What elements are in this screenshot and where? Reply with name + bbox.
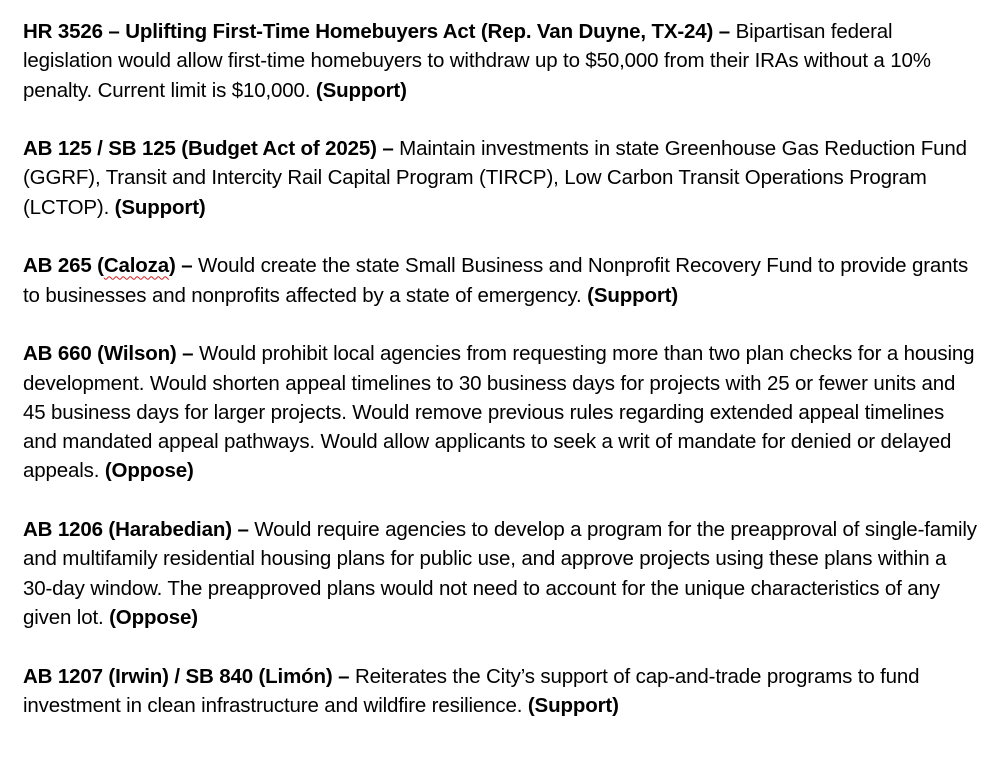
bill-heading-text: ) – [169, 254, 193, 278]
bill-heading-text: AB 125 / SB 125 (Budget Act of 2025) – [23, 137, 394, 161]
bill-entry [23, 515, 980, 632]
bill-heading [23, 20, 730, 43]
bill-heading [23, 254, 193, 277]
bill-entry [23, 17, 980, 105]
bill-entry [23, 134, 980, 222]
bill-heading [23, 342, 193, 365]
position-label: (Support) [315, 78, 407, 102]
bill-description: Bipartisan federal legislation would allow first-time homebuyers to withdraw up to $50,000 from their IRAs without a 10% penalty. Current limit is $10,000. [23, 20, 931, 102]
bill-heading [23, 665, 349, 688]
position-label: (Support) [527, 693, 619, 717]
bill-description: Would require agencies to develop a program for the preapproval of single-family and multifamily residential housing plans for public use, and approve projects using these plans within a 30-day window. The preapproved plans would not need to account for the unique characteristics of any given lot. [23, 518, 977, 629]
bill-heading-text: AB 1207 (Irwin) / SB 840 (Limón) – [23, 664, 350, 688]
position-label: (Support) [587, 283, 679, 307]
position-label: (Oppose) [104, 459, 194, 483]
bill-entry [23, 662, 980, 721]
position-label: (Oppose) [109, 605, 198, 629]
bill-entry [23, 339, 980, 485]
bill-description: Would prohibit local agencies from requesting more than two plan checks for a housing development. Would shorten appeal timelines to 30 business days for projects with 25 or fewer units and 45 business days for larger projects. Would remove previous rules regarding extended appeal timelines and mandated appeal pathways. Would allow applicants to seek a writ of mandate for denied or delayed appeals. [23, 342, 975, 483]
bill-heading-text: AB 265 ( [23, 254, 104, 278]
bill-description: Reiterates the City’s support of cap-and-trade programs to fund investment in clean infrastructure and wildfire resilience. [23, 664, 920, 717]
position-label: (Support) [114, 195, 206, 219]
author-name-spellcheck-flagged: Caloza [103, 254, 170, 278]
bill-description: Maintain investments in state Greenhouse Gas Reduction Fund (GGRF), Transit and Intercity Rail Capital Program (TIRCP), Low Carbon Transit Operations Program (LCTOP). [23, 137, 967, 219]
bill-entry [23, 251, 980, 310]
bill-description: Would create the state Small Business and Nonprofit Recovery Fund to provide grants to businesses and nonprofits affected by a state of emergency. [23, 254, 969, 307]
bill-heading [23, 518, 249, 541]
bill-heading-text: AB 1206 (Harabedian) – [23, 518, 249, 542]
bill-heading-text: HR 3526 – Uplifting First-Time Homebuyers Act (Rep. Van Duyne, TX-24) – [23, 20, 731, 43]
bill-heading-text: AB 660 (Wilson) – [23, 342, 194, 366]
bill-heading [23, 137, 394, 160]
